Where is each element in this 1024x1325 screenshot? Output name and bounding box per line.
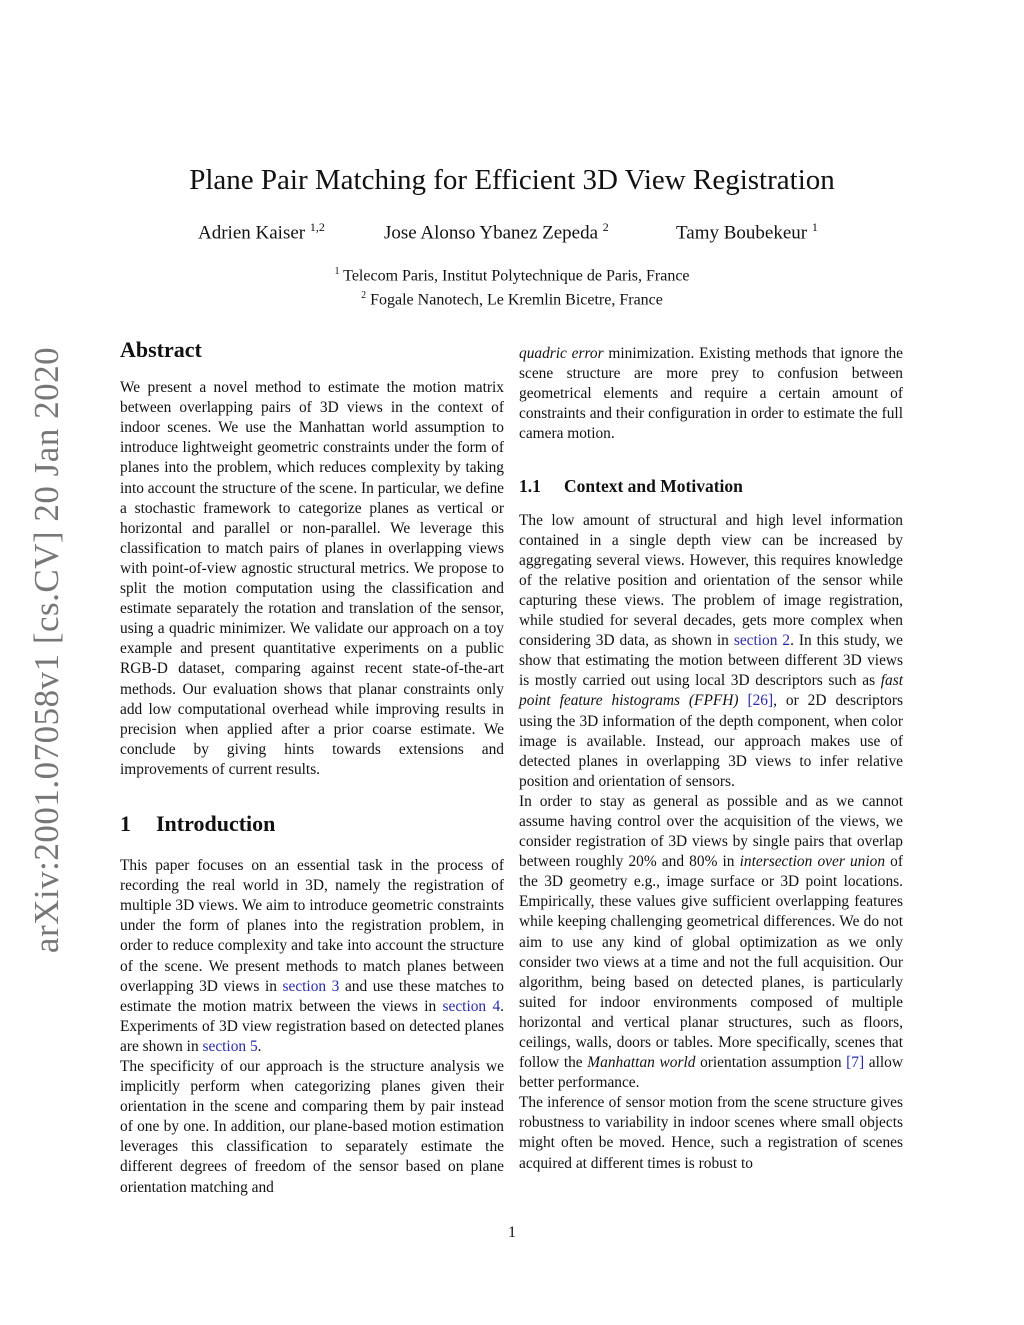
section-link[interactable]: section 5 <box>202 1037 258 1055</box>
text-run: In order to stay as general as possible and as we cannot assume having control over the acquisition of the views, we consider registration of 3D views by single pairs that overlap between roughly 20% and 80% in <box>519 792 903 871</box>
author <box>384 220 609 244</box>
context-paragraph <box>519 792 903 1093</box>
text-run: . <box>257 1037 262 1055</box>
section-title: Introduction <box>156 810 276 836</box>
left-column <box>120 337 505 1198</box>
right-column <box>519 344 903 1174</box>
author-affil-mark: 2 <box>602 220 609 234</box>
abstract-text: We present a novel method to estimate the motion matrix between overlapping pairs of 3D views in the context of indoor scenes. We use the Manhattan world assumption to introduce lightweight geometric constraints under the form of planes into the problem, which reduces complexity by taking into account the structure of the scene. In particular, we define a stochastic framework to categorize planes as vertical or horizontal and parallel or non-parallel. We leverage this classification to match pairs of planes in overlapping views with point-of-view agnostic structural metrics. We propose to split the motion computation using the classification and estimate separately the rotation and translation of the sensor, using a quadric minimizer. We validate our approach on a toy example and present quantitative experiments on a public RGB-D dataset, comparing against recent state-of-the-art methods. Our evaluation shows that planar constraints only add low computational overhead while improving results in precision when applied after a prior coarse estimate. We conclude by giving hints towards extensions and improvements of current results. <box>120 379 504 778</box>
emphasis: quadric error <box>519 345 604 362</box>
affiliation-text: Fogale Nanotech, Le Kremlin Bicetre, France <box>370 291 663 309</box>
section-heading-introduction <box>120 810 504 836</box>
citation-link[interactable]: [26] <box>747 692 774 710</box>
text-run: orientation assumption <box>695 1054 847 1072</box>
text-run: The specificity of our approach is the structure analysis we implicitly perform when categorizing planes given their orientation in the scene and comparing them by pair instead of one by one. In addition, our plane-based motion estimation leverages this classification to separately estimate the different degrees of freedom of the sensor based on plane orientation matching and <box>120 1058 504 1196</box>
text-run: This paper focuses on an essential task in the process of recording the real world in 3D, namely the registration of multiple 3D views. We aim to introduce geometric constraints under the form of planes into the registration problem, in order to reduce complexity and take into account the structure of the scene. We present methods to match planes between overlapping 3D views in <box>120 857 504 995</box>
text-run: allow better performance. <box>519 1054 903 1092</box>
author-list <box>0 220 1024 250</box>
author-affil-mark: 1,2 <box>309 220 325 234</box>
author <box>676 220 818 244</box>
context-paragraph <box>519 511 903 792</box>
author-name: Jose Alonso Ybanez Zepeda <box>384 222 599 244</box>
emphasis: Manhattan world <box>587 1054 696 1072</box>
text-run: The low amount of structural and high level information contained in a single depth view can be increased by aggregating several views. However, this requires knowledge of the relative position and orientation of the sensor while capturing these views. The problem of image registration, while studied for several decades, gets more complex when considering 3D data, as shown in <box>519 511 903 650</box>
affiliations <box>0 262 1024 311</box>
affiliation <box>0 262 1024 286</box>
intro-paragraph-continued <box>519 344 903 444</box>
subsection-title: Context and Motivation <box>564 476 743 497</box>
page-number: 1 <box>508 1224 516 1241</box>
abstract-heading: Abstract <box>120 337 202 362</box>
text-run: and use these matches to estimate the motion matrix between the views in <box>120 977 505 1015</box>
affiliation-mark: 2 <box>361 290 367 302</box>
affiliation-mark: 1 <box>334 266 340 277</box>
text-run: . In this study, we show that estimating the motion between different 3D views is mostly carried out using local 3D descriptors such as <box>519 632 903 690</box>
section-link[interactable]: section 4 <box>442 997 501 1015</box>
author-name: Adrien Kaiser <box>198 222 306 244</box>
context-paragraph: The inference of sensor motion from the scene structure gives robustness to variability in indoor scenes where small objects might often be moved. Hence, such a registration of scenes acquired at different times is robust to <box>519 1094 903 1172</box>
text-run: , or 2D descriptors using the 3D information of the depth component, when color image is available. Instead, our approach makes use of detected planes in overlapping 3D views to infer relative position and orientation of sensors. <box>519 692 903 790</box>
intro-paragraph <box>120 1057 504 1198</box>
affiliation-text: Telecom Paris, Institut Polytechnique de Paris, France <box>343 267 690 285</box>
arxiv-id: arXiv:2001.07058v1 [cs.CV] 20 Jan 2020 <box>27 346 66 954</box>
author-affil-mark: 1 <box>811 220 818 234</box>
text-run: of the 3D geometry e.g., image surface or 3D point locations. Empirically, these values give sufficient overlapping features while keeping challenging geometrical differences. We do not aim to use any kind of global optimization as we only consider two views at a time and not the full acquisition. Our algorithm, being based on detected planes, is particularly suited for indoor environments composed of multiple horizontal and vertical planar structures, such as floors, ceilings, walls, doors or tables. More specifically, scenes that follow the <box>519 853 903 1072</box>
author <box>198 220 325 244</box>
intro-paragraph <box>120 856 504 1057</box>
section-link[interactable]: section 3 <box>282 977 340 995</box>
section-number: 1 <box>120 810 131 836</box>
arxiv-stamp <box>22 346 72 954</box>
text-run: . Experiments of 3D view registration based on detected planes are shown in <box>120 997 505 1055</box>
section-link[interactable]: section 2 <box>733 632 791 650</box>
affiliation <box>0 286 1024 310</box>
paper-title: Plane Pair Matching for Efficient 3D View Registration <box>189 164 835 196</box>
subsection-heading-context <box>519 476 903 496</box>
author-name: Tamy Boubekeur <box>676 222 808 244</box>
emphasis: fast point feature histograms (FPFH) <box>519 672 903 710</box>
text-run: minimization. Existing methods that ignore the scene structure are more prey to confusion between geometrical elements and require a certain amount of constraints and their configuration in order to estimate the full camera motion. <box>519 345 903 443</box>
emphasis: intersection over union <box>739 853 886 871</box>
subsection-number: 1.1 <box>519 476 541 497</box>
citation-link[interactable]: [7] <box>846 1054 865 1072</box>
